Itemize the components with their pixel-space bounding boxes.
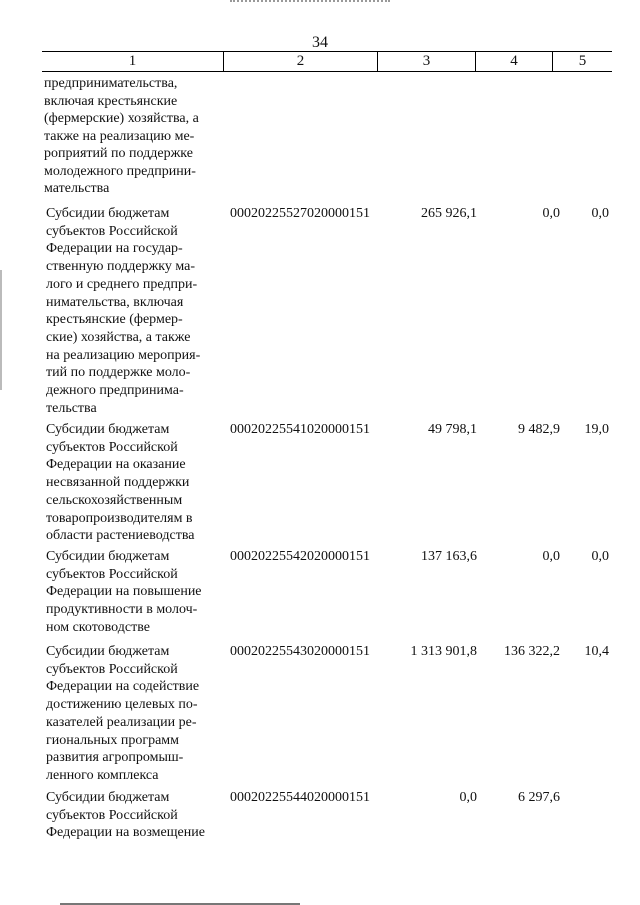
row-description: Субсидии бюджетам субъектов Российской Федерации на повышение продуктивности в молоч- ном скотоводстве xyxy=(46,549,202,635)
row-value-col3: 49 798,1 xyxy=(428,422,477,437)
row-value-col5: 10,4 xyxy=(584,644,609,659)
row-value-col4: 0,0 xyxy=(542,549,560,564)
row-code: 00020225541020000151 xyxy=(230,422,370,437)
row-value-col5: 0,0 xyxy=(591,206,609,221)
column-header-4: 4 xyxy=(476,52,553,71)
page-number: 34 xyxy=(312,34,328,51)
table-header xyxy=(42,51,612,72)
row-value-col5: 0,0 xyxy=(591,549,609,564)
row-description: Субсидии бюджетам субъектов Российской Федерации на содействие достижению целевых по- казателей реализации ре- гиональных программ развития агропромыш- ленного комплекса xyxy=(46,644,200,783)
continued-description: предпринимательства, включая крестьянские (фермерские) хозяйства, а также на реализацию ме- роприятий по поддержке молодежного предприни- мательства xyxy=(44,76,199,196)
row-value-col4: 6 297,6 xyxy=(518,790,560,805)
row-value-col3: 137 163,6 xyxy=(421,549,477,564)
row-value-col3: 1 313 901,8 xyxy=(410,644,477,659)
row-code: 00020225544020000151 xyxy=(230,790,370,805)
row-value-col3: 265 926,1 xyxy=(421,206,477,221)
row-value-col4: 9 482,9 xyxy=(518,422,560,437)
row-code: 00020225543020000151 xyxy=(230,644,370,659)
scan-artifact-left xyxy=(0,270,2,390)
column-header-3: 3 xyxy=(378,52,476,71)
row-value-col5: 19,0 xyxy=(584,422,609,437)
scan-artifact-bottom xyxy=(60,900,300,905)
row-description: Субсидии бюджетам субъектов Российской Федерации на оказание несвязанной поддержки сельскохозяйственным товаропроизводителям в области растениеводства xyxy=(46,422,195,544)
scan-artifact-top xyxy=(230,0,390,5)
row-value-col3: 0,0 xyxy=(459,790,477,805)
row-description: Субсидии бюджетам субъектов Российской Федерации на государ- ственную поддержку ма- лого и среднего предпри- нимательства, включая крестьянские (фермер- ские) хозяйства, а также на реализацию мероприя- тий по поддержке моло- дежного предпринима- тельства xyxy=(46,206,201,416)
row-value-col4: 136 322,2 xyxy=(504,644,560,659)
column-header-1: 1 xyxy=(42,52,224,71)
row-description: Субсидии бюджетам субъектов Российской Федерации на возмещение xyxy=(46,790,205,841)
row-value-col4: 0,0 xyxy=(542,206,560,221)
column-header-2: 2 xyxy=(224,52,378,71)
row-code: 00020225527020000151 xyxy=(230,206,370,221)
column-header-5: 5 xyxy=(578,53,587,69)
row-code: 00020225542020000151 xyxy=(230,549,370,564)
